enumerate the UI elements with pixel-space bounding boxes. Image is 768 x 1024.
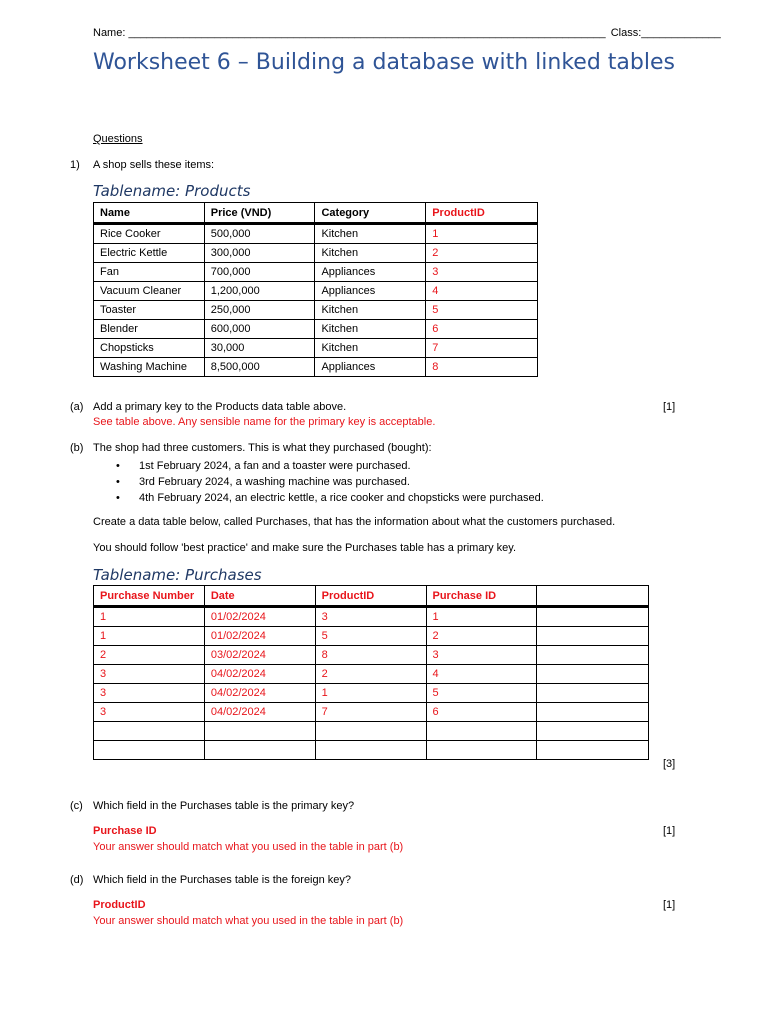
table-cell: 4 <box>426 282 538 301</box>
table-cell: 01/02/2024 <box>204 627 315 646</box>
table-cell: 01/02/2024 <box>204 607 315 627</box>
table-cell: 4 <box>426 665 537 684</box>
table-cell <box>94 722 205 741</box>
table-cell <box>537 607 649 627</box>
table-cell: 250,000 <box>204 301 315 320</box>
table-cell: Appliances <box>315 358 426 377</box>
list-item: • 1st February 2024, a fan and a toaster were purchased. <box>116 458 544 474</box>
table-row <box>94 722 649 741</box>
part-label: (a) <box>70 401 84 413</box>
column-header: ProductID <box>426 203 538 224</box>
table-cell <box>537 646 649 665</box>
table-row <box>94 741 649 760</box>
marks: [1] <box>663 899 676 911</box>
table-cell: 1 <box>426 607 537 627</box>
table-cell: 5 <box>426 301 538 320</box>
column-header: Price (VND) <box>204 203 315 224</box>
table-row <box>94 646 649 665</box>
table-cell <box>426 722 537 741</box>
table-cell: 7 <box>315 703 426 722</box>
part-b-instruction: Create a data table below, called Purchases, that has the information about what the customers purchased. <box>93 516 616 528</box>
table-cell <box>204 741 315 760</box>
table-row <box>94 684 649 703</box>
table-cell: 1 <box>426 224 538 244</box>
table-cell <box>537 665 649 684</box>
table-cell: 1 <box>94 627 205 646</box>
table-row <box>94 301 538 320</box>
table-cell: 6 <box>426 703 537 722</box>
table-cell: 3 <box>94 665 205 684</box>
column-header: Purchase Number <box>94 586 205 607</box>
table-cell: Vacuum Cleaner <box>94 282 205 301</box>
table-cell: Fan <box>94 263 205 282</box>
table-cell: 1,200,000 <box>204 282 315 301</box>
table-cell: 5 <box>426 684 537 703</box>
column-header: Purchase ID <box>426 586 537 607</box>
part-d-text: Which field in the Purchases table is the foreign key? <box>93 874 352 886</box>
part-label: (c) <box>70 800 83 812</box>
table-cell: Electric Kettle <box>94 244 205 263</box>
list-item: • 4th February 2024, an electric kettle, a rice cooker and chopsticks were purchased. <box>116 490 544 506</box>
question-text: A shop sells these items: <box>93 159 215 171</box>
page-title: Worksheet 6 – Building a database with linked tables <box>93 50 675 75</box>
table-cell <box>537 627 649 646</box>
purchases-table <box>93 585 649 760</box>
table-cell: Kitchen <box>315 320 426 339</box>
table-cell <box>537 722 649 741</box>
table-header-row <box>94 203 538 224</box>
questions-heading: Questions <box>93 133 143 145</box>
part-d-note: Your answer should match what you used in the table in part (b) <box>93 915 404 927</box>
table-cell: Appliances <box>315 263 426 282</box>
part-d-answer: ProductID <box>93 899 146 911</box>
table-row <box>94 320 538 339</box>
list-item: • 3rd February 2024, a washing machine was purchased. <box>116 474 544 490</box>
table-row <box>94 665 649 684</box>
table-cell: 1 <box>315 684 426 703</box>
table-cell: Appliances <box>315 282 426 301</box>
table-cell: 2 <box>426 244 538 263</box>
name-class-line <box>93 27 721 39</box>
table-cell: 3 <box>315 607 426 627</box>
class-field: Class:_____________ <box>610 27 721 39</box>
table-cell: 500,000 <box>204 224 315 244</box>
table-cell: 2 <box>315 665 426 684</box>
table-cell: 04/02/2024 <box>204 665 315 684</box>
table-header-row <box>94 586 649 607</box>
table-cell: Rice Cooker <box>94 224 205 244</box>
table-cell: 2 <box>426 627 537 646</box>
table-row <box>94 358 538 377</box>
products-tablename: Tablename: Products <box>93 182 251 200</box>
table-cell <box>426 741 537 760</box>
table-cell: 3 <box>426 263 538 282</box>
table-cell: Kitchen <box>315 301 426 320</box>
table-cell: Kitchen <box>315 339 426 358</box>
column-header <box>537 586 649 607</box>
column-header: ProductID <box>315 586 426 607</box>
table-cell: Blender <box>94 320 205 339</box>
table-cell <box>537 703 649 722</box>
table-cell: Kitchen <box>315 244 426 263</box>
table-cell: Toaster <box>94 301 205 320</box>
table-cell <box>94 741 205 760</box>
part-label: (b) <box>70 442 84 454</box>
table-row <box>94 703 649 722</box>
table-cell: 8 <box>315 646 426 665</box>
table-cell: 04/02/2024 <box>204 684 315 703</box>
column-header: Name <box>94 203 205 224</box>
table-cell <box>204 722 315 741</box>
table-cell: 8,500,000 <box>204 358 315 377</box>
table-cell: 3 <box>94 684 205 703</box>
table-cell: Chopsticks <box>94 339 205 358</box>
marks: [1] <box>663 825 676 837</box>
table-cell: 1 <box>94 607 205 627</box>
part-b-text: The shop had three customers. This is what they purchased (bought): <box>93 442 432 454</box>
table-row <box>94 263 538 282</box>
table-row <box>94 607 649 627</box>
table-cell: 30,000 <box>204 339 315 358</box>
table-row <box>94 224 538 244</box>
table-row <box>94 282 538 301</box>
table-cell: 3 <box>94 703 205 722</box>
table-cell: 700,000 <box>204 263 315 282</box>
table-cell <box>315 741 426 760</box>
table-cell: 2 <box>94 646 205 665</box>
table-cell: 6 <box>426 320 538 339</box>
table-cell: 7 <box>426 339 538 358</box>
table-cell: Kitchen <box>315 224 426 244</box>
table-row <box>94 339 538 358</box>
table-cell <box>537 684 649 703</box>
part-b-instruction: You should follow 'best practice' and make sure the Purchases table has a primary key. <box>93 542 517 554</box>
table-cell: 5 <box>315 627 426 646</box>
table-cell: 03/02/2024 <box>204 646 315 665</box>
table-cell: 300,000 <box>204 244 315 263</box>
table-row <box>94 244 538 263</box>
marks: [1] <box>663 401 676 413</box>
table-cell <box>315 722 426 741</box>
part-c-text: Which field in the Purchases table is the primary key? <box>93 800 355 812</box>
table-cell: 3 <box>426 646 537 665</box>
part-label: (d) <box>70 874 84 886</box>
table-cell <box>537 741 649 760</box>
purchase-list <box>116 458 544 506</box>
table-cell: 600,000 <box>204 320 315 339</box>
column-header: Date <box>204 586 315 607</box>
marks: [3] <box>663 758 676 770</box>
part-a-text: Add a primary key to the Products data table above. <box>93 401 347 413</box>
part-a-answer: See table above. Any sensible name for the primary key is acceptable. <box>93 416 436 428</box>
part-c-answer: Purchase ID <box>93 825 157 837</box>
table-cell: 04/02/2024 <box>204 703 315 722</box>
products-table <box>93 202 538 377</box>
table-cell: 8 <box>426 358 538 377</box>
question-number: 1) <box>70 159 80 171</box>
name-field: Name: ______________________________________________________________________________ <box>93 27 606 39</box>
purchases-tablename: Tablename: Purchases <box>93 566 262 584</box>
table-cell: Washing Machine <box>94 358 205 377</box>
column-header: Category <box>315 203 426 224</box>
part-c-note: Your answer should match what you used in the table in part (b) <box>93 841 404 853</box>
table-row <box>94 627 649 646</box>
